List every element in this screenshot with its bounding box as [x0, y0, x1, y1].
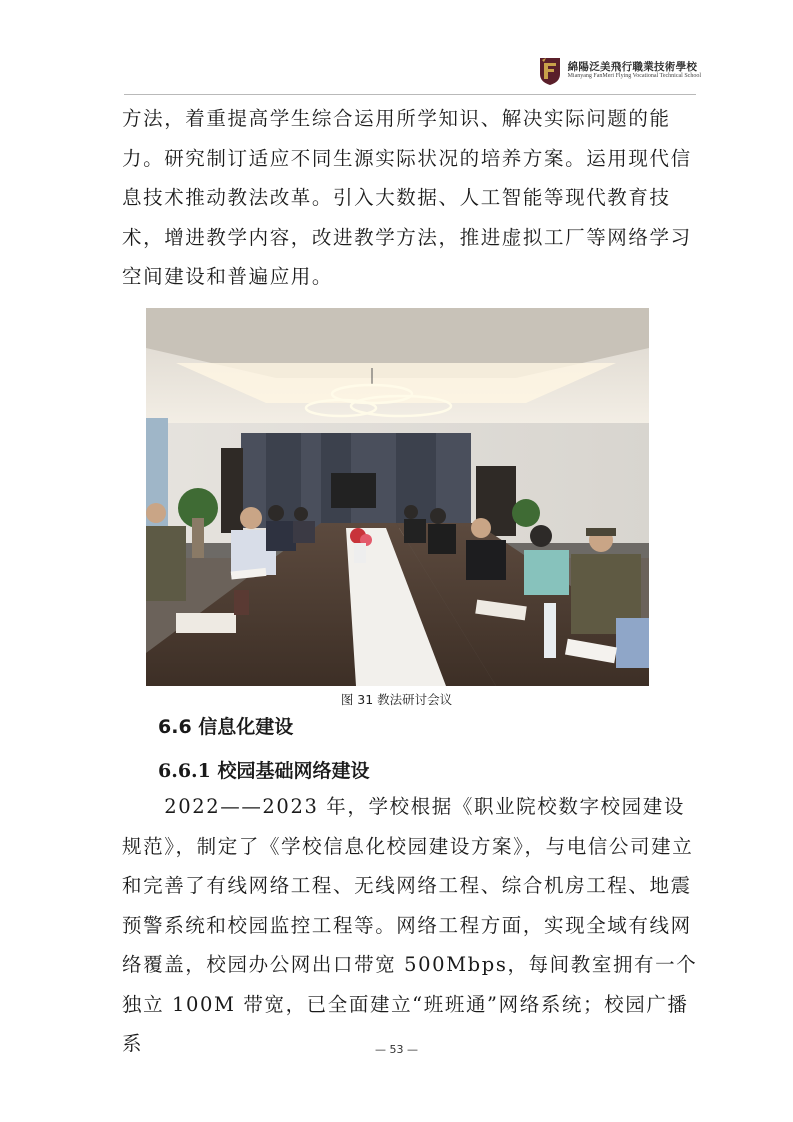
page-header: [538, 56, 701, 86]
meeting-photo: [146, 308, 649, 686]
body-paragraph: 方法，着重提高学生综合运用所学知识、解决实际问题的能力。研究制订适应不同生源实际状况的培养方案。运用现代信息技术推动教法改革。引入大数据、人工智能等现代教育技术，增进教学内容，改进教学方法，推进虚拟工厂等网络学习空间建设和普遍应用。: [122, 107, 692, 288]
section-heading: 6.6 信息化建设: [158, 716, 294, 738]
body-paragraph-2: 2022——2023 年，学校根据《职业院校数字校园建设规范》，制定了《学校信息化校园建设方案》，与电信公司建立和完善了有线网络工程、无线网络工程、综合机房工程、地震预警系统和校园监控工程等。网络工程方面，实现全域有线网络覆盖，校园办公网出口带宽 500Mbps，每间教室拥有一个独立 100M 带宽，已全面建立“班班通”网络系统；校园广播系: [122, 795, 698, 1055]
school-name-cn: 綿陽泛美飛行職業技術學校: [567, 61, 698, 74]
subsection-heading: 6.6.1 校园基础网络建设: [158, 760, 370, 782]
page-number: — 53 —: [375, 1043, 418, 1056]
school-name-en: Mianyang FanMeri Flying Vocational Technical School: [567, 73, 701, 80]
header-divider: [124, 94, 696, 95]
figure-caption: 图 31 教法研讨会议: [340, 692, 453, 707]
school-logo-icon: [538, 56, 562, 86]
